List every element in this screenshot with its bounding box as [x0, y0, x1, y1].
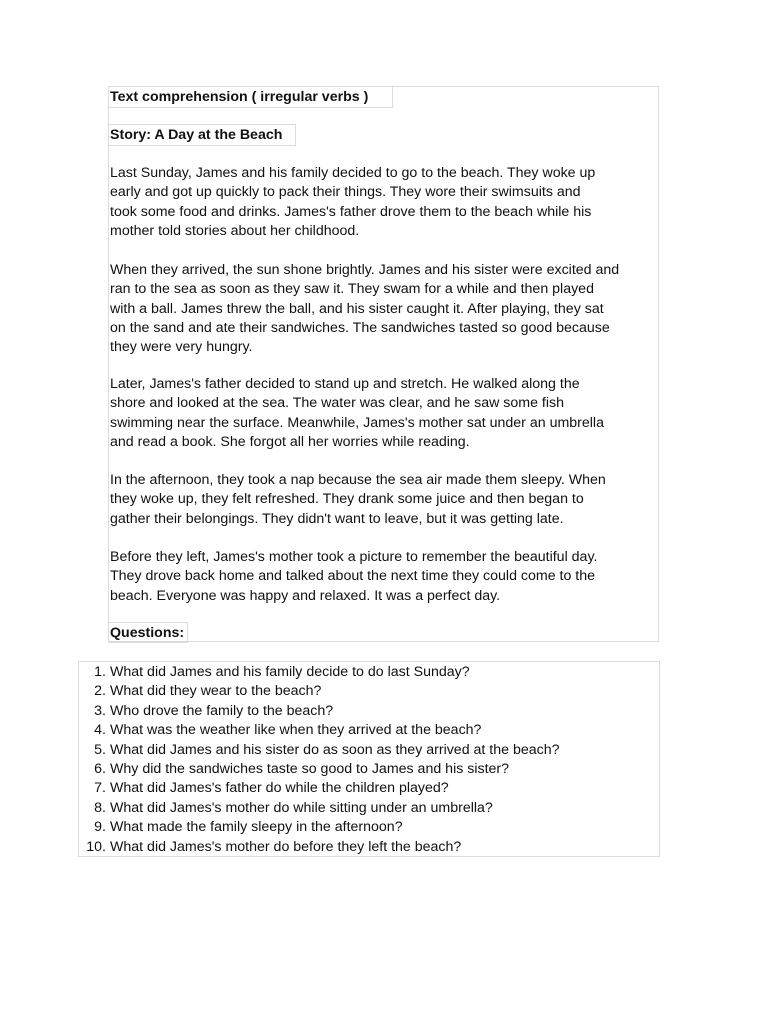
question-text: What did James's father do while the children played? — [110, 780, 449, 797]
question-number: 3. — [94, 702, 106, 719]
story-line: and read a book. She forgot all her worries while reading. — [110, 433, 470, 450]
question-number: 8. — [94, 799, 106, 816]
page-title: Text comprehension ( irregular verbs ) — [110, 89, 369, 105]
story-line: Before they left, James's mother took a picture to remember the beautiful day. — [110, 549, 598, 565]
question-text: What did James's mother do before they left the beach? — [110, 838, 462, 855]
question-number: 1. — [94, 664, 106, 680]
story-line: Later, James's father decided to stand up and stretch. He walked along the — [110, 376, 580, 392]
question-text: Who drove the family to the beach? — [110, 702, 334, 719]
question-text: What made the family sleepy in the afternoon? — [110, 819, 403, 836]
question-number: 2. — [94, 683, 106, 700]
question-number: 6. — [94, 761, 106, 777]
story-line: early and got up quickly to pack their things. They wore their swimsuits and — [110, 184, 581, 201]
question-number: 4. — [94, 722, 106, 739]
story-line: beach. Everyone was happy and relaxed. It was a perfect day. — [110, 587, 501, 604]
question-text: Why did the sandwiches taste so good to James and his sister? — [110, 761, 510, 777]
question-number: 9. — [94, 819, 106, 836]
story-line: ran to the sea as soon as they saw it. They swam for a while and then played — [110, 281, 594, 298]
question-number: 10. — [86, 838, 106, 855]
story-line: they were very hungry. — [110, 339, 253, 356]
story-line: shore and looked at the sea. The water was clear, and he saw some fish — [110, 395, 564, 412]
story-line: Last Sunday, James and his family decided to go to the beach. They woke up — [110, 165, 596, 181]
story-line: they woke up, they felt refreshed. They drank some juice and then began to — [110, 491, 584, 508]
story-line: When they arrived, the sun shone brightly. James and his sister were excited and — [110, 262, 620, 278]
story-title: Story: A Day at the Beach — [110, 127, 283, 143]
question-text: What did James's mother do while sitting under an umbrella? — [110, 799, 493, 816]
story-line: They drove back home and talked about the next time they could come to the — [110, 568, 596, 585]
story-line: took some food and drinks. James's father drove them to the beach while his — [110, 203, 592, 220]
story-line: on the sand and ate their sandwiches. The sandwiches tasted so good because — [110, 319, 610, 336]
story-line: mother told stories about her childhood. — [110, 222, 360, 239]
question-text: What did they wear to the beach? — [110, 683, 322, 700]
question-text: What was the weather like when they arrived at the beach? — [110, 722, 482, 739]
question-text: What did James and his family decide to do last Sunday? — [110, 664, 470, 680]
story-line: with a ball. James threw the ball, and his sister caught it. After playing, they sat — [110, 300, 604, 317]
questions-label: Questions: — [110, 625, 185, 641]
question-text: What did James and his sister do as soon as they arrived at the beach? — [110, 741, 560, 758]
question-number: 7. — [94, 780, 106, 797]
story-line: In the afternoon, they took a nap because the sea air made them sleepy. When — [110, 472, 606, 488]
story-line: swimming near the surface. Meanwhile, James's mother sat under an umbrella — [110, 414, 604, 431]
story-line: gather their belongings. They didn't want to leave, but it was getting late. — [110, 510, 564, 527]
question-number: 5. — [94, 741, 106, 758]
